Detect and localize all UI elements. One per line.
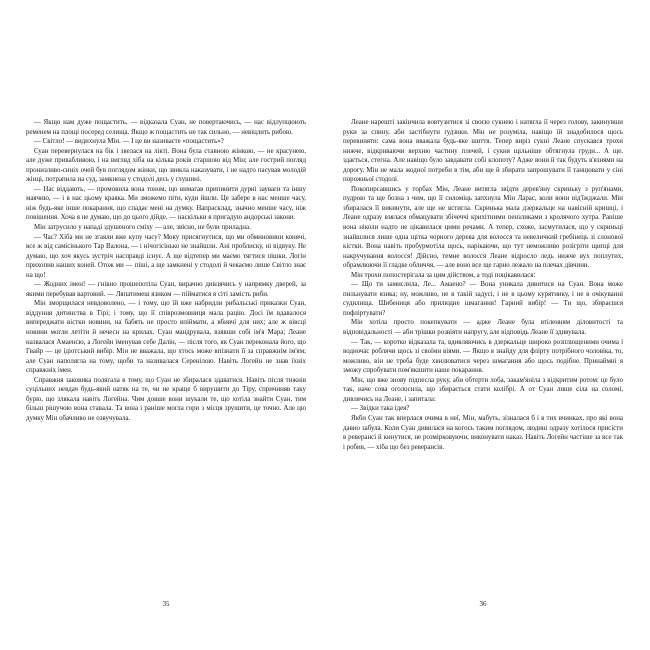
left-paragraph-2: — Світло! — видихнула Мін. — І це ви називаєте «пощастить»? bbox=[34, 138, 224, 146]
right-page-number: 36 bbox=[479, 600, 487, 608]
right-paragraph-3: Мін трохи попостерігала за цим дійством, а тоді поцікавилася: bbox=[351, 271, 536, 279]
right-paragraph-6: — Так, — коротко відказала та, вдивляючись в дзеркальце широко розплющеними очима і водночас роблячи щось зі своїми віями. — Якщо я знайду для фліртy потрібного чоловіка, то, можливо, він не треба буде хвилюватися через шмагання або щось подібне. Принаймні я зможу спробувати пом'якшити наше покарання. bbox=[343, 338, 623, 375]
right-paragraph-4: — Що ти замислила, Ле... Амаено? — Вона уникала дивитися на Суан. Вона може пильнувати язика; ну, можливо, не в такій задусі, і не в цьому курятнику, і не в очікуванні судилища. Шибениця або прилюдне шмагання! Гарний вибір! — Ти що, збираєшся пофліртувати? bbox=[343, 281, 623, 317]
right-paragraph-7: Мін, що вже знову підпесла руку, аби обтерти лоба, закам'яніла з відкритим ротом: це було так, наче сова оголосила, що збирається стати колібрі. А от Суан лише сіла на соломі, дивлячись на Леане, і запитала: bbox=[343, 376, 623, 403]
left-paragraph-9: Справжня заковика полягала в тому, що Суан не збиралася здаватися. Навіть після тижнів суцільних невдач будь-який натяк на те, чи не краще б вирушити до Тіру, спричиняв таку бурю, що злякала навіть Логейна. Чим довше вони шукали те, що хотіла знайти Суан, тим більш рішучою вона ставала. Та вона і раніше могла гори з місця зрушити, це точно. Але цю думку Мін обачливо не озвучувала. bbox=[26, 376, 306, 422]
right-paragraph-9: Якби Суан так вперлася очима в неї, Мін, мабуть, зізналася б і в тих вчинках, про які вона давно забула. Коли Суан дивилася на когось таким поглядом, людині одразу хотілося присісти в реверансі й кинутися, не розмірковуючи, виконувати наказ. Навіть Логейн частіше за все так і робив, — хіба що без реверансів. bbox=[343, 414, 623, 451]
left-paragraph-5: Мін затрусило у нападі здушеного сміху — але, звісно, не були приладна. bbox=[34, 224, 251, 232]
right-paragraph-1: Леане нарешті закінчила вовтузитися зі своєю сукнею і натягла її через голову, закинувши руки за спину, аби застібнути ґудзики. Мін не розуміла, навіщо їй знадобилося щось перевиняти: сама вона вважала будь-яке шиття. Тепер виріз сукні Леане спускався трохи нижче, відкриваючи верхню частину плечей, і сукня щільніше обтягнула груди... А ще, здається, стегна. Але навіщо було завдавати собі клопоту? Адже вони й так будуть в'язнями на дорогу, Мін не мала жодної потреби в тім, аби ще й збирати запрошувати її танцювати у сіні порожньої стодолі. bbox=[343, 119, 623, 184]
right-page bbox=[343, 118, 623, 452]
left-page-number: 35 bbox=[162, 600, 170, 608]
left-paragraph-1: — Якщо нам дуже пощастить, — відказала Суан, не повертаючись, — нас відлупцюють ременем на площі посеред селища. Якщо ж пощастить не так сильно, — невіцлить рибою. bbox=[26, 119, 306, 136]
left-paragraph-3: Суан перевернулася на бік і звелася на лікті. Вона була ставною жінкою, — не красунею, але дуже привабливою, і на вигляд хіба на кілька років старшою від Мін; але гострий погляд пронизливо-синіх очей був поглядом жінки, що звикла наказувати, і не надто пасував молодій жінці, потрапила на суд, замкнена у стодолі десь у глушині. bbox=[26, 147, 306, 184]
right-paragraph-8: — Звідки така ідея? bbox=[351, 405, 410, 413]
left-paragraph-4: — Нас віддають, — промовила вона тоном, що вимагав припинити дурні зауваги та іншу маячню, — і в нас цьому краяка. Ми зможемо піти, куди йшли. Це забере в нас менше часу, ніж будь-яке інше покарання, що спадає мені на думку. Напрасклад, значно менше часу, ніж повішення. Хоча я не думаю, що до цього дійде, — наскільки я пригадую андорські закони. bbox=[26, 185, 306, 222]
left-page bbox=[26, 118, 306, 424]
right-paragraph-2: Покопирсавшись у торбах Мін, Леане витягла звідти дерев'яну скриньку з руп'янами, пудрою та ще бозна з чим, що її силоміць запхнула Мін Ларас, коли вони від'їжджали. Мін збиралася її викинути, але ще не встигла. Скринька мала дзеркальце на навісній кришці, і Леане одразу взялася обмацувати збічеччі крихітними пензликами з кролячого хутра. Раніше вона ніколи надто не цікавилася цими речами. А тепер, схоже, засмутилася, що у скриньці знайшлися лише одна щітка чорного дерева для волосся та невеличкий гребінець зі слонової кістки. Вона навіть пробурмотіла щось, нарікаючи, що тут неможливо розігріти щипці для накручування волосся! Дійсно, темне волосся Леане відросло ледь нижче вух поплутих, обрамлюючи її гладке обличчя, — але воно все ще гарно лежало на плечах дівчини. bbox=[343, 185, 623, 270]
left-paragraph-8: Мін зморщилася невдоволено, — і тому, що їй вже набридли рибальські приказки Суан, віддуння дитинства в Тірі; і тому, що її співрозмовниця мала рацію. Досі їм вдавалося випереджати вістки новини, на бабять не просто впіймати, а вбивчі для них; але ж вівсці новини могли летіти й нечесн на крилах. Суан мандрувала, взявши собі ім'я Мара; Леане назвалася Амаенсю, а Логейн іменував себе Далін, — після того, як Суан переконала його, що Гвайр — це ідіотський вибір. Мін не вважала, що хтось може впізнати її за справжнім ім'ям; але Суан наполягла на тому, щоби та називалася Серенілою. Навіть Логейн не знав їхніх справжніх імен. bbox=[26, 300, 306, 375]
right-paragraph-5: Мін хотіла просто покепкувати — адже Леане була втіленням діловитості та відповідальності — аби трішки розвіяти напругу, але відповідь Леане її здивувала. bbox=[343, 319, 623, 337]
left-paragraph-6: — Час? Хіба ми не згаяли вже купу часу? Моку присягнутися, що ми обминовини конячі, все ж від самісінького Тар Валона, — і нічогісінько не знайшли. Ані проблиску, ні відвуку. Не думаю, що хоч якусь зустріч насправді існує. А ще відтепер ми маємо тягтися пішки. Логін прихопив наших коней. Отож ми — пішi, а ще замкнені у стодолі й чекаємо лише Світло знає на що! bbox=[26, 233, 306, 279]
left-paragraph-7: — Жодних імен! — гнівно прошепотіла Суан, вирачно дивлячись у напрямку дверей, за якими перебував вартовий. — Ляпатимеш язиком — пійматися в сіті замість риби. bbox=[26, 281, 306, 298]
